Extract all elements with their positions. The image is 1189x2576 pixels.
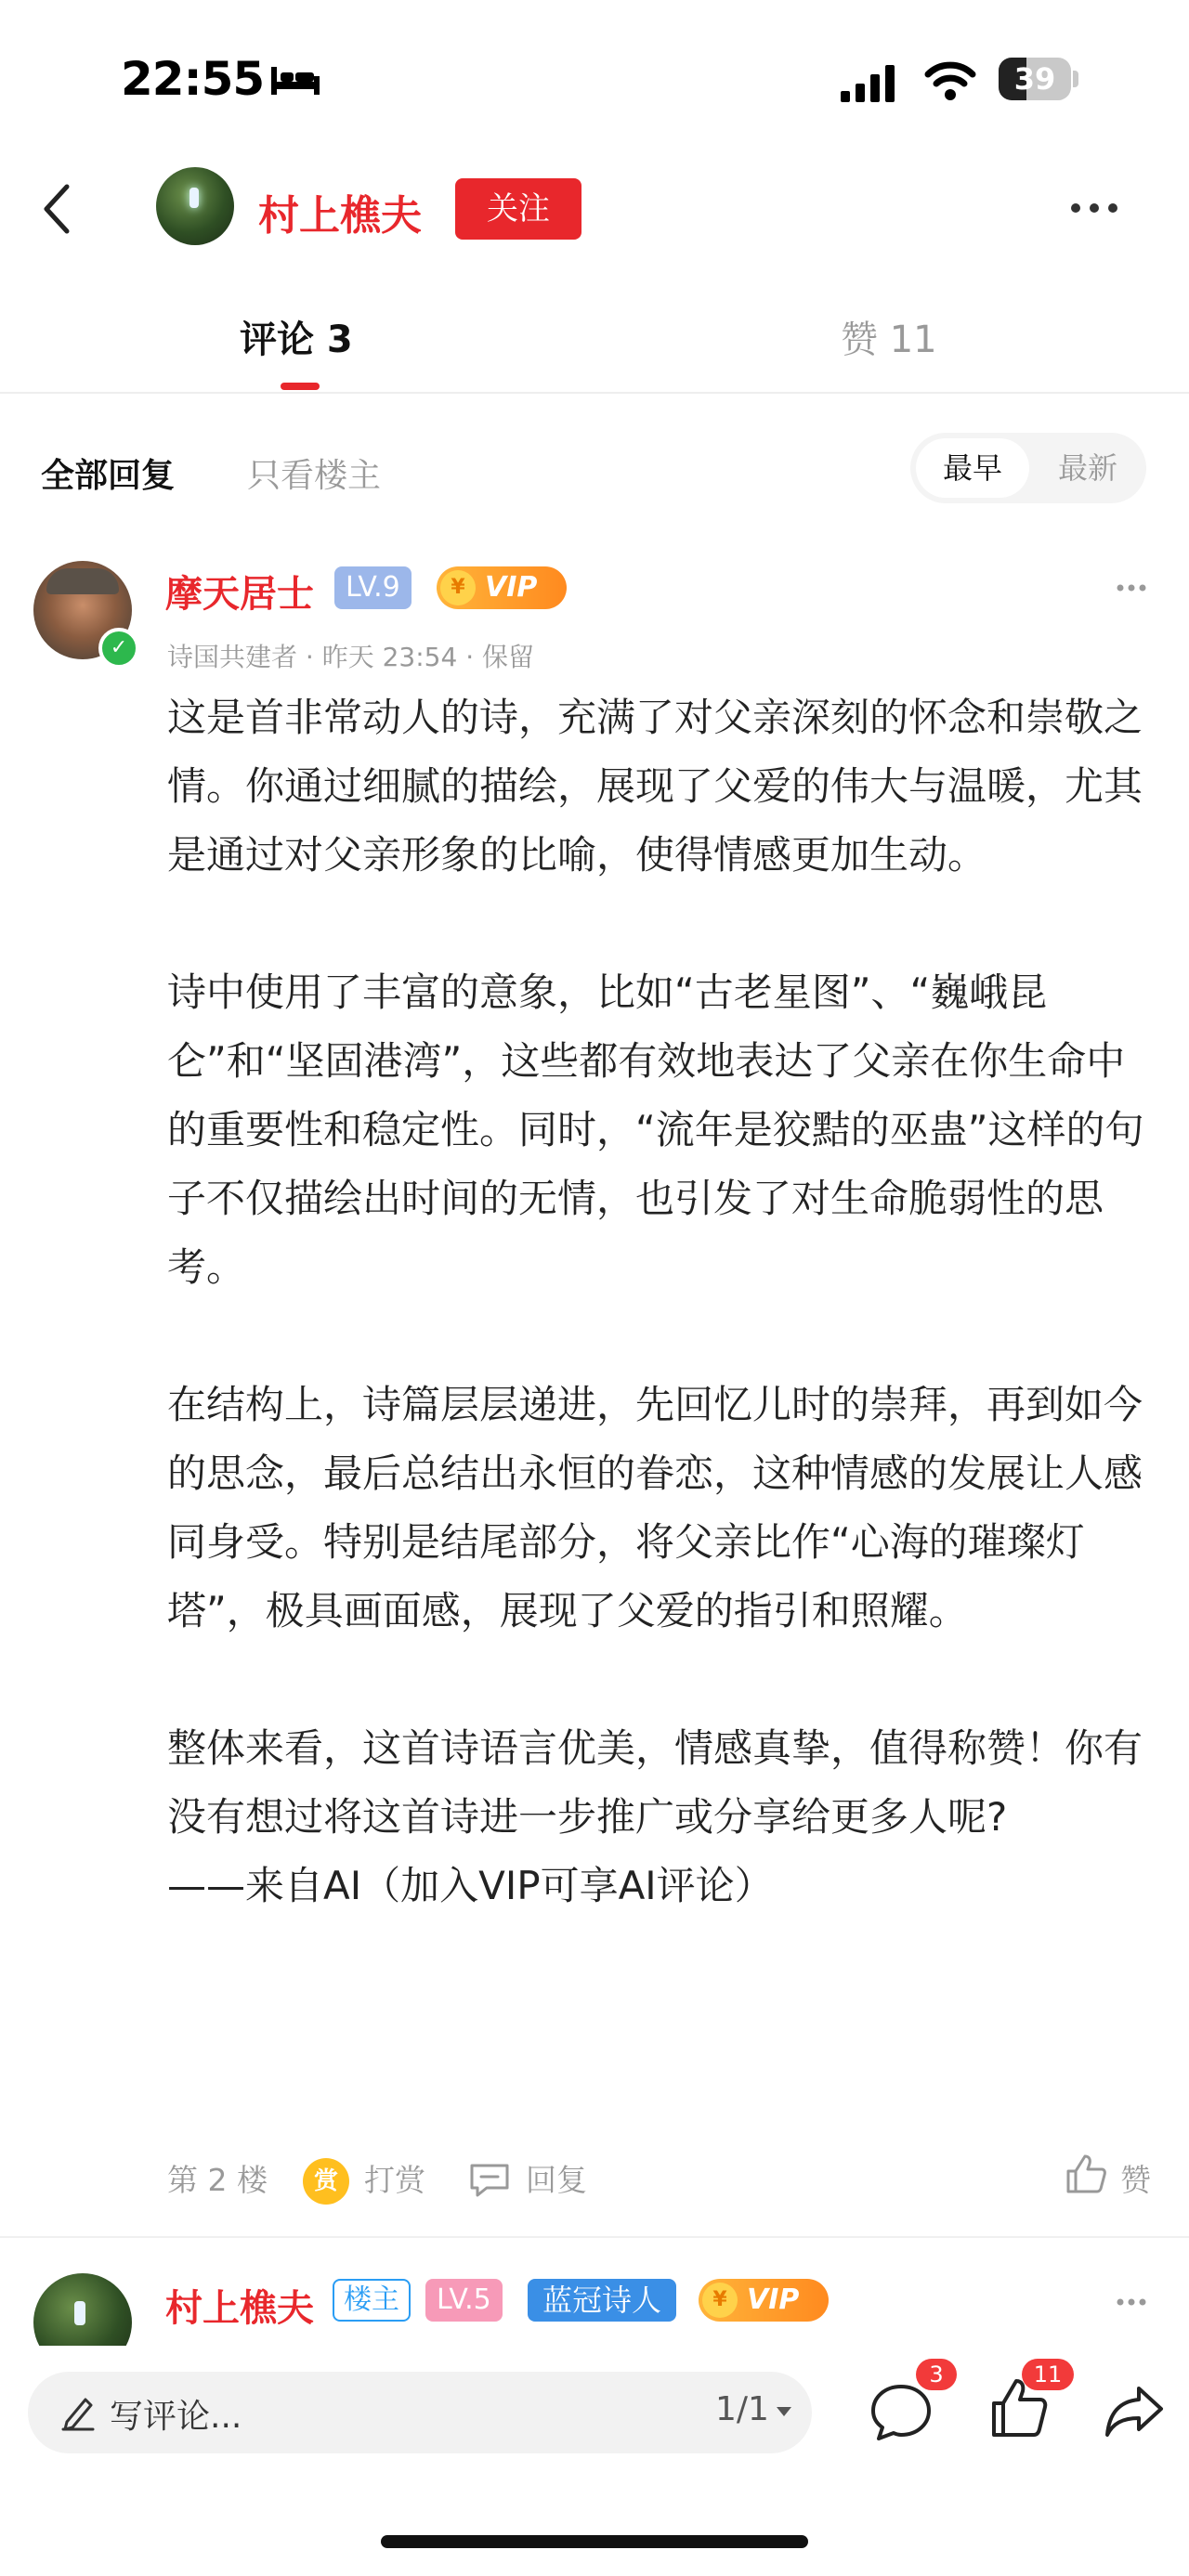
like-count-badge: 11 (1022, 2359, 1074, 2390)
tab-likes[interactable]: 赞 11 (841, 319, 937, 361)
battery-level: 39 (1013, 61, 1056, 97)
reply-icon[interactable] (468, 2162, 511, 2199)
floor-number: 第 2 楼 (167, 2162, 268, 2198)
comment-paragraph: 这是首非常动人的诗，充满了对父亲深刻的怀念和崇敬之情。你通过细腻的描绘，展现了父爱的伟大与温暖，尤其是通过对父亲形象的比喻，使得情感更加生动。 (167, 695, 1143, 878)
author-avatar[interactable] (156, 167, 234, 245)
reply-button[interactable]: 回复 (526, 2162, 587, 2198)
comment-more-icon[interactable] (1117, 2297, 1146, 2307)
level-badge: LV.5 (425, 2279, 503, 2322)
divider (0, 392, 1189, 394)
comment-paragraph: 诗中使用了丰富的意象，比如“古老星图”、“巍峨昆仑”和“坚固港湾”，这些都有效地表达了父亲在你生命中的重要性和稳定性。同时，“流年是狡黠的巫蛊”这样的句子不仅描绘出时间的无情，也引发了对生命脆弱性的思考。 (167, 969, 1144, 1290)
commenter-name[interactable]: 摩天居士 (165, 573, 314, 616)
comment-signature: ——来自AI（加入VIP可享AI评论） (167, 1863, 774, 1908)
share-icon[interactable] (1104, 2383, 1165, 2439)
tab-comments[interactable]: 评论 3 (240, 319, 353, 361)
verified-icon: ✓ (98, 628, 139, 669)
vip-badge: ¥ VIP (699, 2279, 829, 2322)
wifi-icon (924, 59, 976, 100)
vip-badge: ¥ VIP (437, 566, 567, 609)
status-time: 22:55 (121, 52, 265, 106)
page-indicator[interactable]: 1/1 (715, 2390, 769, 2428)
active-tab-indicator (281, 383, 320, 390)
back-icon[interactable] (39, 181, 76, 237)
reward-icon[interactable]: 赏 (303, 2158, 349, 2205)
vip-coin-icon: ¥ (702, 2283, 738, 2318)
comment-body (167, 683, 1152, 1920)
level-badge: LV.9 (334, 566, 412, 609)
chevron-down-icon[interactable] (777, 2407, 791, 2416)
divider (0, 2236, 1189, 2238)
signal-icon (841, 63, 900, 102)
follow-button[interactable]: 关注 (455, 178, 581, 240)
comment-paragraph: 在结构上，诗篇层层递进，先回忆儿时的崇拜，再到如今的思念，最后总结出永恒的眷恋，这种情感的发展让人感同身受。特别是结尾部分，将父亲比作“心海的璀璨灯塔”，极具画面感，展现了父爱的指引和照耀。 (167, 1382, 1143, 1633)
vip-coin-icon: ¥ (440, 570, 476, 605)
comment-input-placeholder[interactable]: 写评论... (110, 2398, 242, 2436)
comment-meta: 诗国共建者 · 昨天 23:54 · 保留 (167, 642, 534, 672)
sort-toggle (910, 433, 1146, 503)
comment-count-badge: 3 (916, 2359, 957, 2390)
comment-paragraph: 整体来看，这首诗语言优美，情感真挚，值得称赞！你有没有想过将这首诗进一步推广或分享给更多人呢? (167, 1725, 1143, 1840)
thumbs-up-icon[interactable] (1065, 2153, 1107, 2195)
home-indicator (381, 2535, 808, 2548)
comment-more-icon[interactable] (1117, 583, 1146, 592)
bed-icon (269, 63, 321, 97)
like-button[interactable]: 赞 (1120, 2162, 1151, 2198)
owner-badge: 楼主 (333, 2279, 411, 2322)
filter-all-replies[interactable]: 全部回复 (41, 457, 176, 495)
reward-button[interactable]: 打赏 (364, 2162, 425, 2198)
sort-earliest-button[interactable]: 最早 (916, 438, 1029, 498)
pencil-icon (59, 2394, 97, 2431)
author-name[interactable]: 村上樵夫 (258, 192, 422, 240)
battery-icon (999, 58, 1078, 100)
commenter-name[interactable]: 村上樵夫 (165, 2287, 314, 2330)
filter-owner-only[interactable]: 只看楼主 (247, 457, 382, 495)
more-icon[interactable] (1068, 201, 1120, 215)
title-badge: 蓝冠诗人 (528, 2279, 676, 2322)
sort-newest-button[interactable]: 最新 (1057, 450, 1117, 486)
